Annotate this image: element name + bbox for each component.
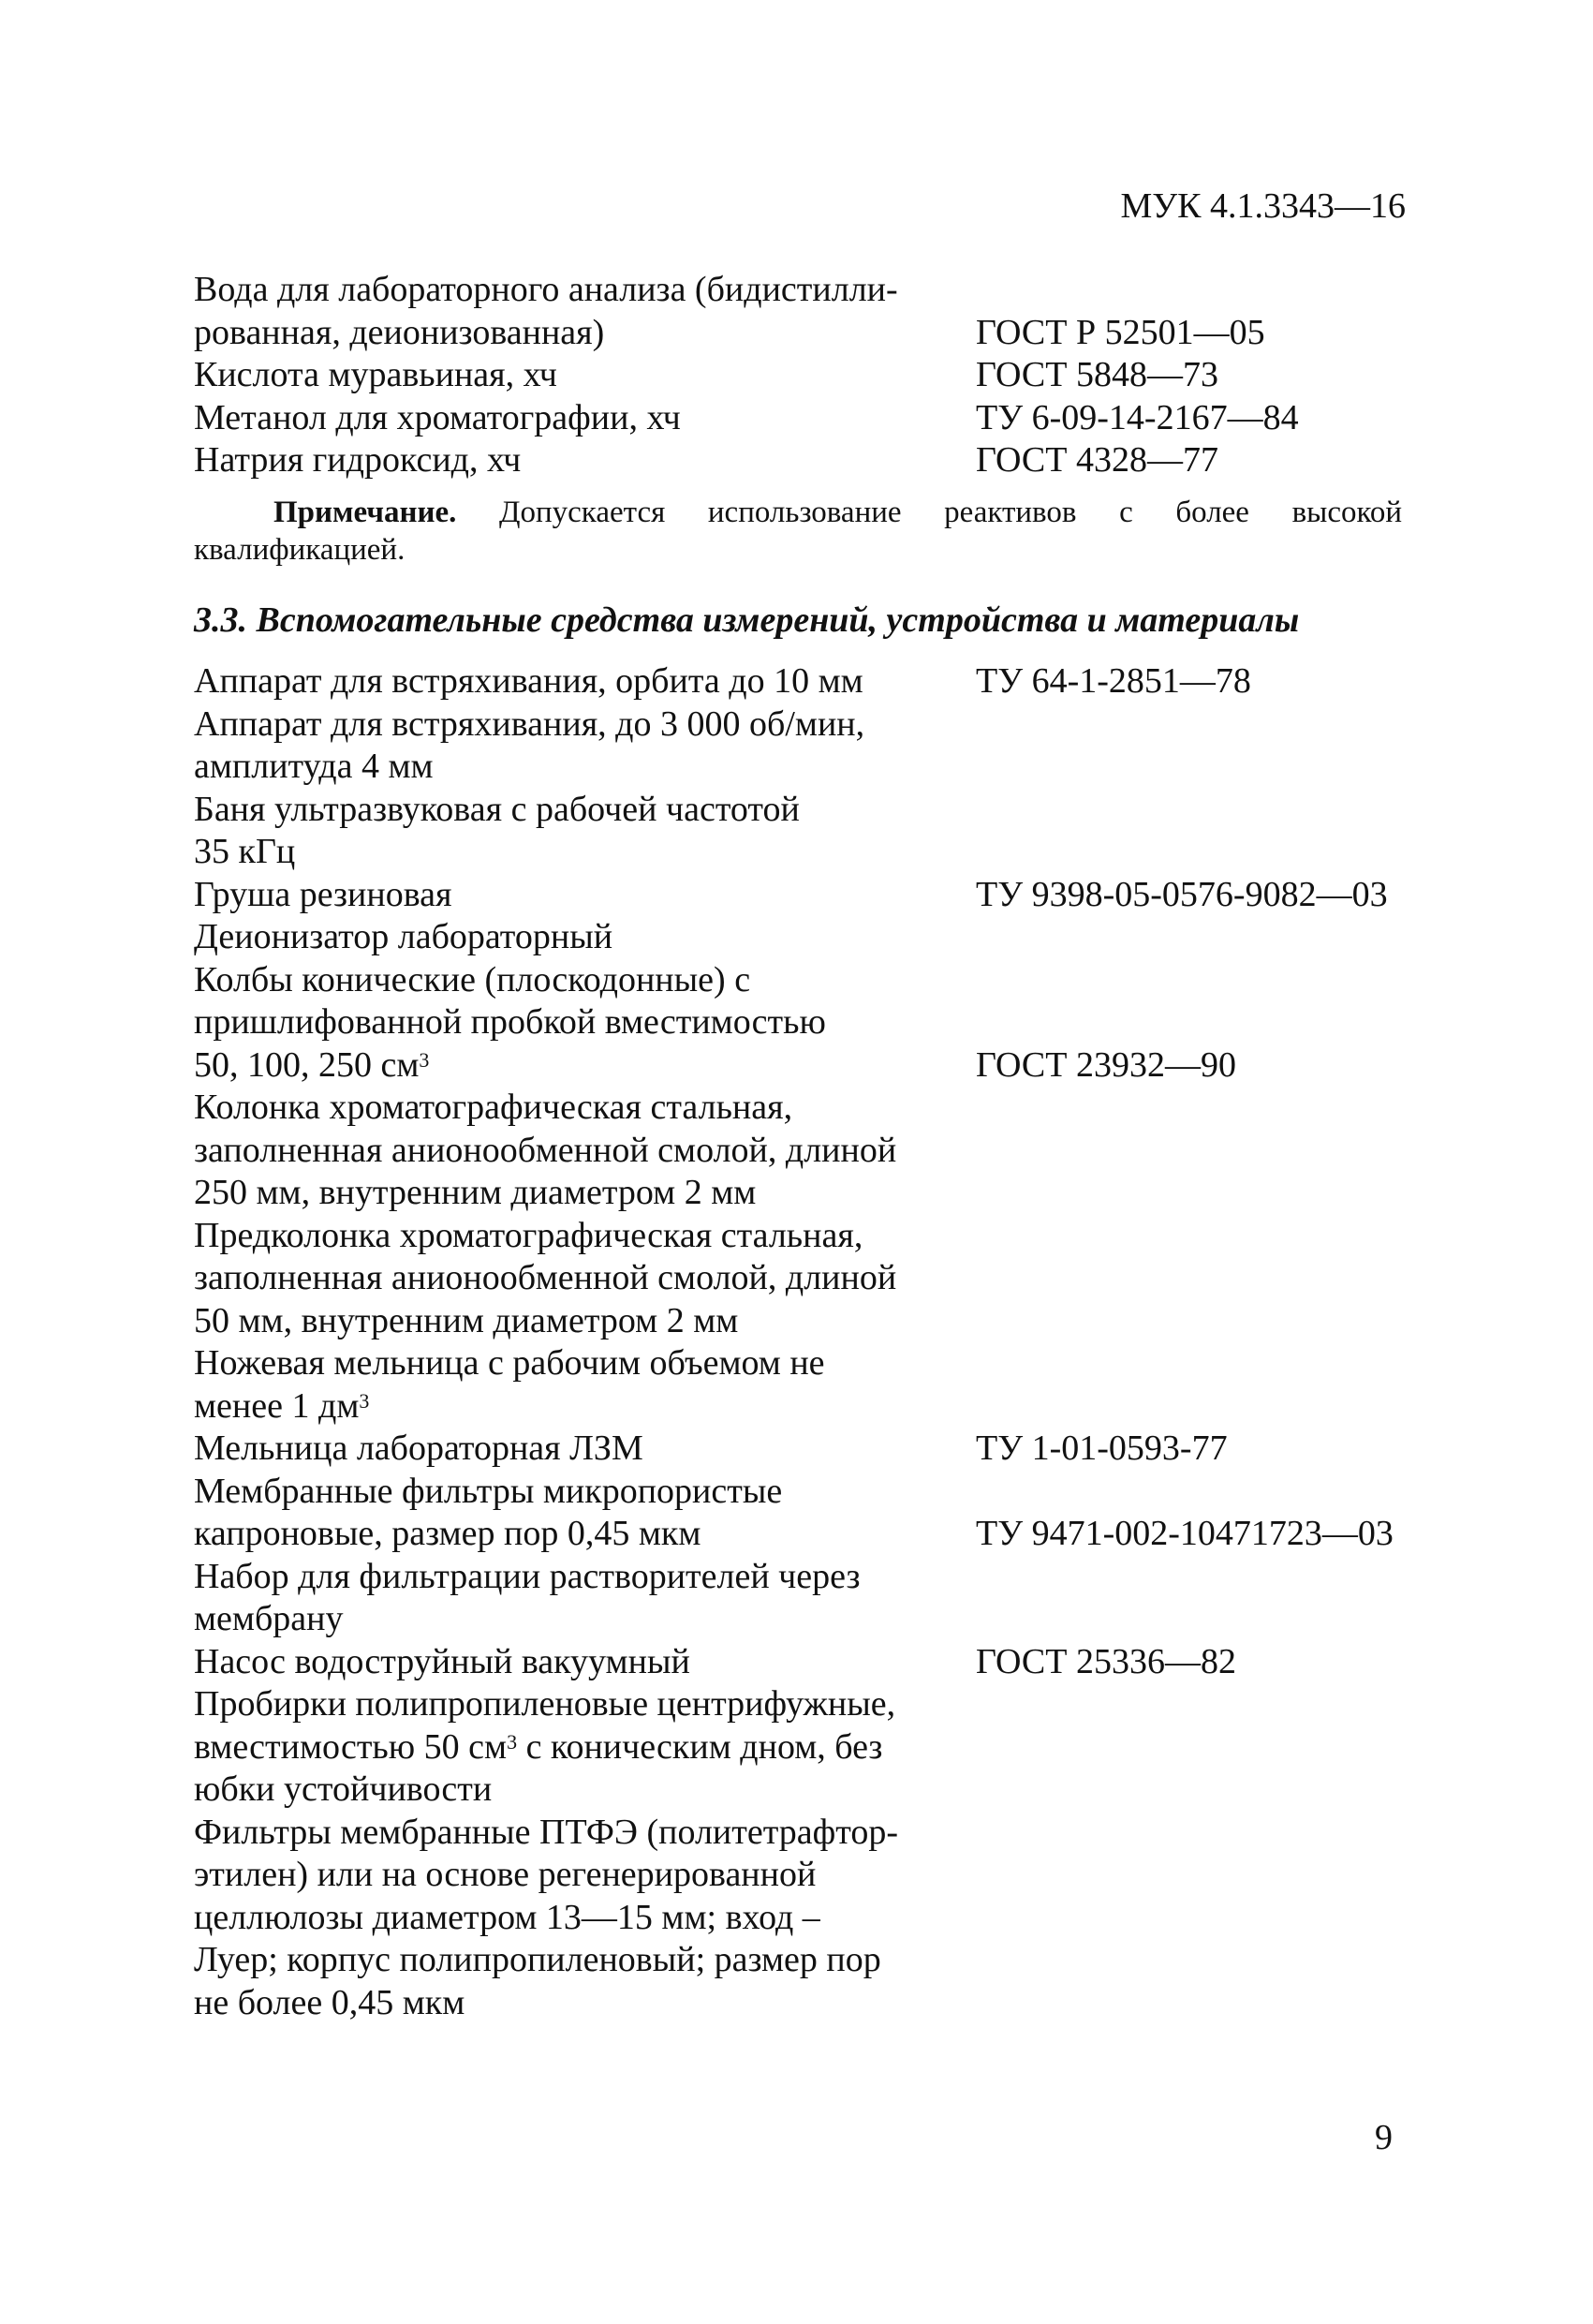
equipment-row <box>194 1982 1449 2025</box>
equipment-row-item: этилен) или на основе регенерированной <box>194 1855 817 1894</box>
equipment-row-text <box>194 1428 976 1471</box>
equipment-row <box>194 1598 1449 1641</box>
equipment-row-text <box>194 1897 976 1940</box>
equipment-row-text <box>194 1215 976 1258</box>
equipment-row-item: 250 мм, внутренним диаметром 2 мм <box>194 1173 757 1212</box>
reagent-row <box>194 312 1449 355</box>
equipment-row <box>194 1257 1449 1300</box>
reagent-row-standard: ГОСТ 5848—73 <box>976 355 1218 394</box>
equipment-row-standard: ТУ 9471-002-10471723—03 <box>976 1514 1394 1553</box>
equipment-row <box>194 1428 1449 1471</box>
equipment-row-text <box>194 1812 976 1855</box>
equipment-row <box>194 1897 1449 1940</box>
equipment-row-item: пришлифованной пробкой вместимостью <box>194 1002 826 1042</box>
equipment-row-item: 50, 100, 250 см <box>194 1044 420 1085</box>
equipment-row <box>194 1172 1449 1215</box>
equipment-row <box>194 703 1449 747</box>
equipment-row-item: Аппарат для встряхивания, до 3 000 об/мин, <box>194 703 865 744</box>
section-title: 3.3. Вспомогательные средства измерений, устройства и материалы <box>194 600 1300 640</box>
equipment-row <box>194 1471 1449 1514</box>
equipment-row <box>194 1812 1449 1855</box>
reagent-row-text <box>194 312 976 355</box>
note-paragraph <box>194 494 1402 569</box>
equipment-row <box>194 1683 1449 1726</box>
superscript: 3 <box>507 1729 518 1754</box>
reagent-row-text <box>194 439 976 482</box>
equipment-row <box>194 1854 1449 1897</box>
equipment-row-item: Колбы конические (плоскодонные) с <box>194 959 751 999</box>
equipment-row-item: Деионизатор лабораторный <box>194 917 613 956</box>
equipment-row-item-continued: с коническим дном, без <box>517 1726 883 1767</box>
reagent-row <box>194 397 1449 440</box>
equipment-row <box>194 1939 1449 1982</box>
page-number: 9 <box>1375 2118 1393 2157</box>
equipment-row-text <box>194 1939 976 1982</box>
reagent-row <box>194 439 1449 482</box>
equipment-row-text <box>194 874 976 917</box>
equipment-row-text <box>194 703 976 747</box>
reagent-row-item: Кислота муравьиная, хч <box>194 355 557 394</box>
equipment-row-item: юбки устойчивости <box>194 1769 493 1809</box>
equipment-row <box>194 1215 1449 1258</box>
equipment-row-text <box>194 1001 976 1044</box>
equipment-row <box>194 1044 1449 1088</box>
equipment-row <box>194 1300 1449 1343</box>
reagent-row <box>194 269 1449 312</box>
equipment-row <box>194 959 1449 1002</box>
equipment-row-standard: ТУ 64-1-2851—78 <box>976 661 1251 701</box>
equipment-row-item: вместимостью 50 см <box>194 1726 508 1767</box>
equipment-row <box>194 1641 1449 1684</box>
equipment-row-text <box>194 660 976 703</box>
equipment-row-item: амплитуда 4 мм <box>194 747 434 786</box>
equipment-row-item: Мельница лабораторная ЛЗМ <box>194 1428 643 1468</box>
equipment-row-item: Насос водоструйный вакуумный <box>194 1641 690 1681</box>
equipment-row-text <box>194 1726 976 1769</box>
equipment-row <box>194 1556 1449 1599</box>
equipment-row-text <box>194 789 976 832</box>
equipment-row <box>194 1769 1449 1812</box>
equipment-row-item: 35 кГц <box>194 832 296 871</box>
equipment-row-standard: ТУ 1-01-0593-77 <box>976 1428 1228 1468</box>
equipment-row <box>194 831 1449 874</box>
equipment-row-text <box>194 1087 976 1130</box>
equipment-row-text <box>194 1556 976 1599</box>
superscript: 3 <box>359 1388 370 1413</box>
equipment-row-text <box>194 1854 976 1897</box>
equipment-row-item: заполненная анионообменной смолой, длиной <box>194 1258 897 1297</box>
equipment-row-text <box>194 831 976 874</box>
equipment-row-standard: ТУ 9398-05-0576-9082—03 <box>976 874 1388 914</box>
equipment-row-text <box>194 1342 976 1385</box>
equipment-row-text <box>194 1641 976 1684</box>
reagent-row-standard: ТУ 6-09-14-2167—84 <box>976 397 1299 437</box>
reagent-row-text <box>194 269 976 312</box>
equipment-row-item: Аппарат для встряхивания, орбита до 10 мм <box>194 661 863 701</box>
equipment-row-text <box>194 1683 976 1726</box>
equipment-row-text <box>194 1385 976 1428</box>
equipment-row-item: Луер; корпус полипропиленовый; размер пор <box>194 1940 881 1979</box>
reagent-row-item: рованная, деионизованная) <box>194 312 605 352</box>
equipment-row-text <box>194 1257 976 1300</box>
equipment-row-item: целлюлозы диаметром 13—15 мм; вход – <box>194 1897 820 1937</box>
equipment-row <box>194 1385 1449 1428</box>
equipment-row-text <box>194 1513 976 1556</box>
equipment-row-text <box>194 746 976 789</box>
equipment-row-item: мембрану <box>194 1599 344 1638</box>
equipment-row-text <box>194 1769 976 1812</box>
equipment-row-text <box>194 1130 976 1173</box>
equipment-row-item: 50 мм, внутренним диаметром 2 мм <box>194 1300 739 1340</box>
equipment-row <box>194 874 1449 917</box>
equipment-row-text <box>194 1982 976 2025</box>
equipment-row-item: капроновые, размер пор 0,45 мкм <box>194 1514 701 1553</box>
equipment-row-item: Груша резиновая <box>194 874 452 914</box>
reagent-row-item: Вода для лабораторного анализа (бидистилли- <box>194 270 898 309</box>
note-label: Примечание. <box>273 496 457 529</box>
equipment-row <box>194 916 1449 959</box>
reagent-row-text <box>194 397 976 440</box>
equipment-row-text <box>194 1598 976 1641</box>
equipment-row-text <box>194 1172 976 1215</box>
equipment-row <box>194 789 1449 832</box>
equipment-row <box>194 746 1449 789</box>
equipment-row <box>194 1513 1449 1556</box>
reagent-row-standard: ГОСТ 4328—77 <box>976 440 1218 480</box>
equipment-row-text <box>194 1044 976 1088</box>
equipment-row-item: Ножевая мельница с рабочим объемом не <box>194 1343 825 1383</box>
equipment-row <box>194 1130 1449 1173</box>
reagents-list <box>194 269 1449 482</box>
reagent-row-text <box>194 354 976 397</box>
document-code: МУК 4.1.3343—16 <box>1120 186 1406 226</box>
equipment-row <box>194 1001 1449 1044</box>
reagent-row-item: Метанол для хроматографии, хч <box>194 397 681 437</box>
equipment-row-item: заполненная анионообменной смолой, длиной <box>194 1130 897 1170</box>
note-text: Допускается использование реактивов с более высокой квалификацией. <box>194 496 1402 567</box>
equipment-row-item: Баня ультразвуковая с рабочей частотой <box>194 789 800 829</box>
equipment-row-text <box>194 959 976 1002</box>
equipment-row <box>194 660 1449 703</box>
equipment-row-item: Пробирки полипропиленовые центрифужные, <box>194 1684 896 1724</box>
equipment-row-item: Набор для фильтрации растворителей через <box>194 1556 861 1596</box>
equipment-row-text <box>194 1300 976 1343</box>
equipment-row-item: Колонка хроматографическая стальная, <box>194 1088 793 1127</box>
superscript: 3 <box>419 1047 430 1072</box>
equipment-row-item: Мембранные фильтры микропористые <box>194 1471 783 1511</box>
reagent-row-item: Натрия гидроксид, хч <box>194 440 522 480</box>
equipment-row <box>194 1726 1449 1769</box>
equipment-row <box>194 1342 1449 1385</box>
reagent-row-standard: ГОСТ Р 52501—05 <box>976 312 1265 352</box>
equipment-row <box>194 1087 1449 1130</box>
equipment-row-standard: ГОСТ 25336—82 <box>976 1641 1236 1681</box>
equipment-row-item: менее 1 дм <box>194 1385 360 1426</box>
equipment-row-item: Фильтры мембранные ПТФЭ (политетрафтор- <box>194 1812 899 1852</box>
equipment-row-item: не более 0,45 мкм <box>194 1982 465 2022</box>
equipment-list <box>194 660 1449 2024</box>
equipment-row-text <box>194 916 976 959</box>
equipment-row-standard: ГОСТ 23932—90 <box>976 1044 1236 1085</box>
equipment-row-item: Предколонка хроматографическая стальная, <box>194 1215 863 1255</box>
equipment-row-text <box>194 1471 976 1514</box>
reagent-row <box>194 354 1449 397</box>
